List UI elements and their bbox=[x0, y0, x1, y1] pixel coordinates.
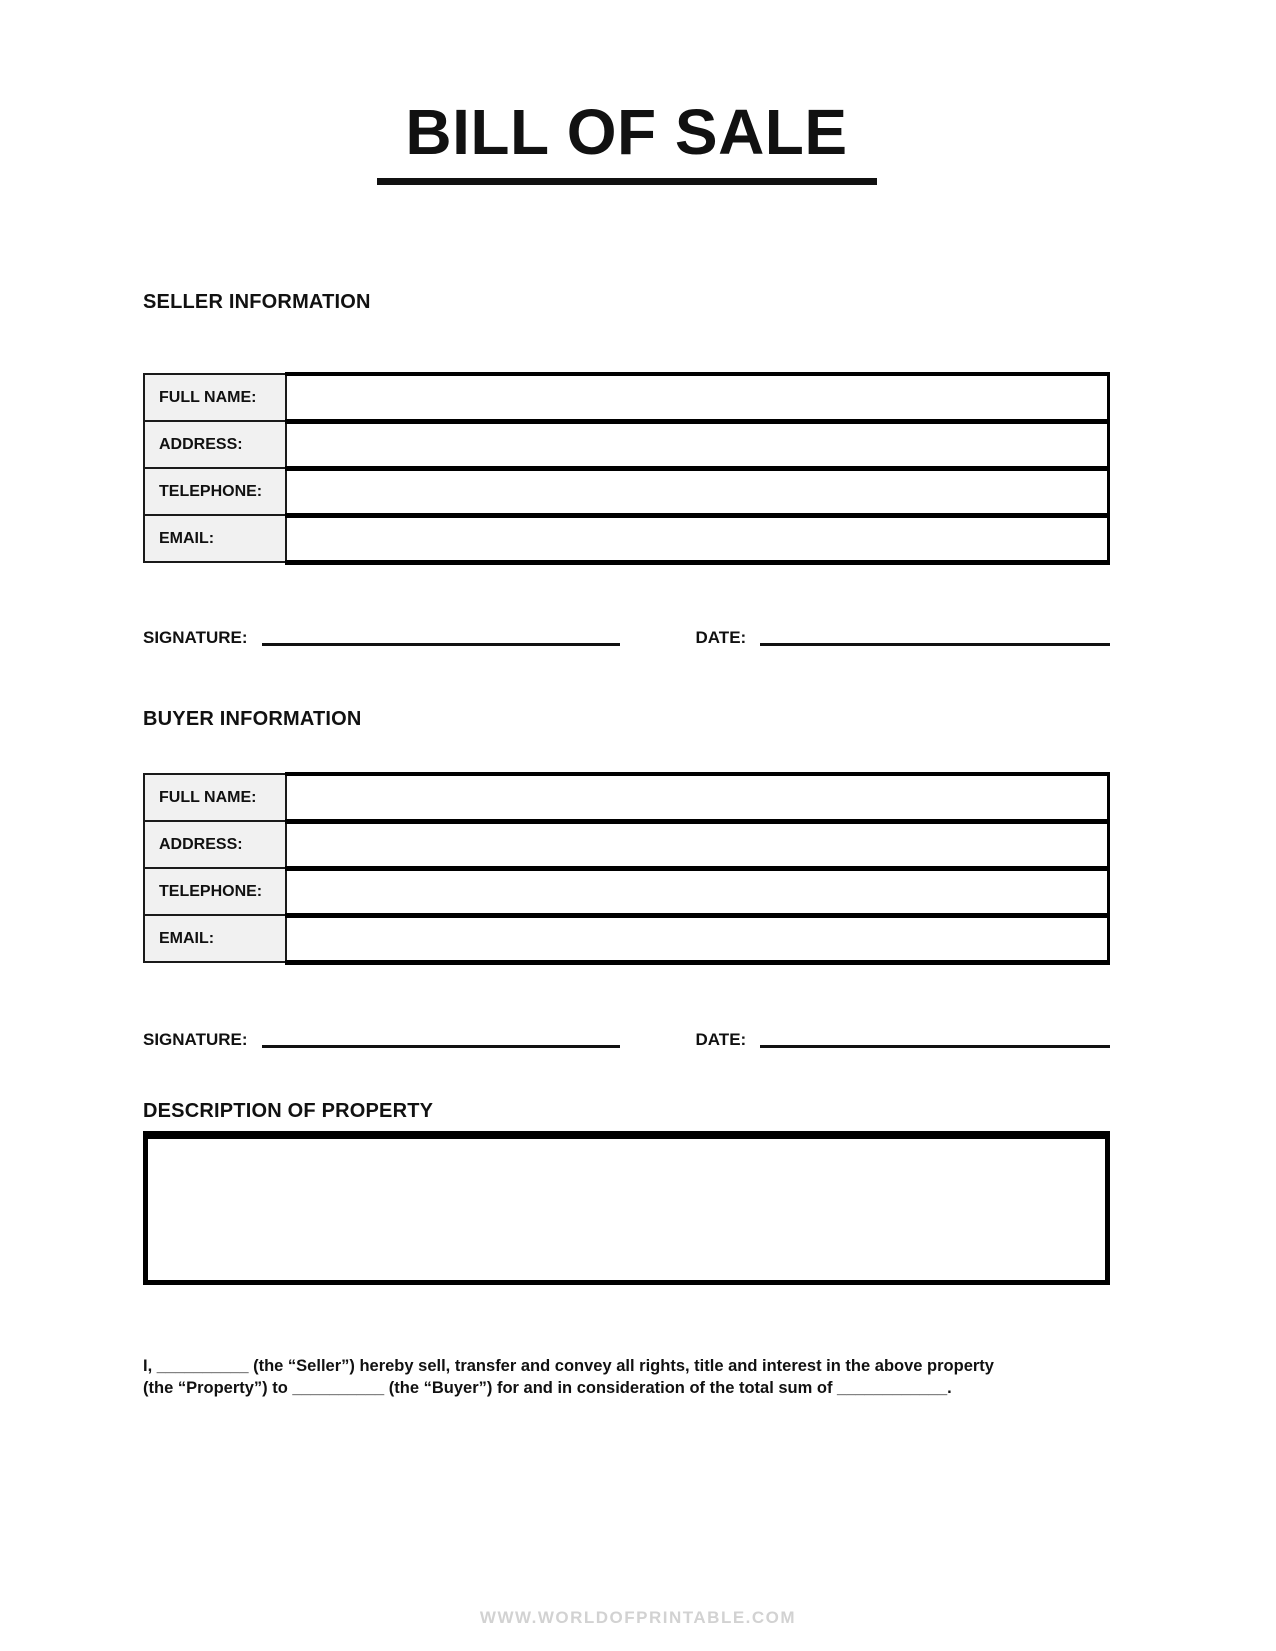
seller-telephone-field[interactable] bbox=[286, 468, 1109, 515]
seller-email-label: EMAIL: bbox=[144, 515, 286, 562]
buyer-full-name-field[interactable] bbox=[286, 774, 1109, 821]
legal-text-line-2: (the “Property”) to __________ (the “Buyer”) for and in consideration of the total sum of ____________. bbox=[143, 1378, 952, 1397]
footer-url: WWW.WORLDOFPRINTABLE.COM bbox=[479, 1608, 797, 1627]
buyer-telephone-field[interactable] bbox=[286, 868, 1109, 915]
legal-text-line-1: I, __________ (the “Seller”) hereby sell, transfer and convey all rights, title and interest in the above property bbox=[143, 1357, 994, 1375]
buyer-date-label: DATE: bbox=[695, 1030, 747, 1049]
seller-info-table bbox=[143, 372, 1110, 565]
seller-email-field[interactable] bbox=[286, 515, 1109, 562]
table-row bbox=[144, 821, 1109, 868]
seller-section-heading: SELLER INFORMATION bbox=[143, 291, 371, 313]
seller-address-field[interactable] bbox=[286, 421, 1109, 468]
seller-address-label: ADDRESS: bbox=[144, 421, 286, 468]
table-row bbox=[144, 374, 1109, 421]
buyer-section-heading: BUYER INFORMATION bbox=[143, 708, 362, 730]
buyer-address-field[interactable] bbox=[286, 821, 1109, 868]
legal-text bbox=[143, 1356, 994, 1400]
page-title: BILL OF SALE bbox=[405, 96, 848, 168]
buyer-signature-row bbox=[143, 1024, 1110, 1048]
property-description-box[interactable] bbox=[143, 1131, 1110, 1285]
table-row bbox=[144, 774, 1109, 821]
seller-date-label: DATE: bbox=[695, 628, 747, 647]
buyer-email-field[interactable] bbox=[286, 915, 1109, 962]
buyer-email-label: EMAIL: bbox=[144, 915, 286, 962]
spacer bbox=[620, 645, 696, 646]
buyer-full-name-label: FULL NAME: bbox=[144, 774, 286, 821]
seller-telephone-label: TELEPHONE: bbox=[144, 468, 286, 515]
table-row bbox=[144, 468, 1109, 515]
spacer bbox=[620, 1047, 696, 1048]
table-row bbox=[144, 915, 1109, 962]
title-block bbox=[143, 88, 1110, 185]
table-row bbox=[144, 421, 1109, 468]
seller-signature-row bbox=[143, 622, 1110, 646]
title-underline bbox=[377, 178, 877, 185]
buyer-info-table bbox=[143, 772, 1110, 965]
table-row bbox=[144, 868, 1109, 915]
seller-full-name-field[interactable] bbox=[286, 374, 1109, 421]
property-description-heading: DESCRIPTION OF PROPERTY bbox=[143, 1100, 434, 1122]
buyer-date-line[interactable] bbox=[760, 1045, 1110, 1048]
buyer-signature-line[interactable] bbox=[262, 1045, 620, 1048]
seller-signature-line[interactable] bbox=[262, 643, 620, 646]
seller-signature-label: SIGNATURE: bbox=[143, 628, 248, 647]
buyer-signature-label: SIGNATURE: bbox=[143, 1030, 248, 1049]
seller-full-name-label: FULL NAME: bbox=[144, 374, 286, 421]
buyer-telephone-label: TELEPHONE: bbox=[144, 868, 286, 915]
table-row bbox=[144, 515, 1109, 562]
seller-date-line[interactable] bbox=[760, 643, 1110, 646]
buyer-address-label: ADDRESS: bbox=[144, 821, 286, 868]
